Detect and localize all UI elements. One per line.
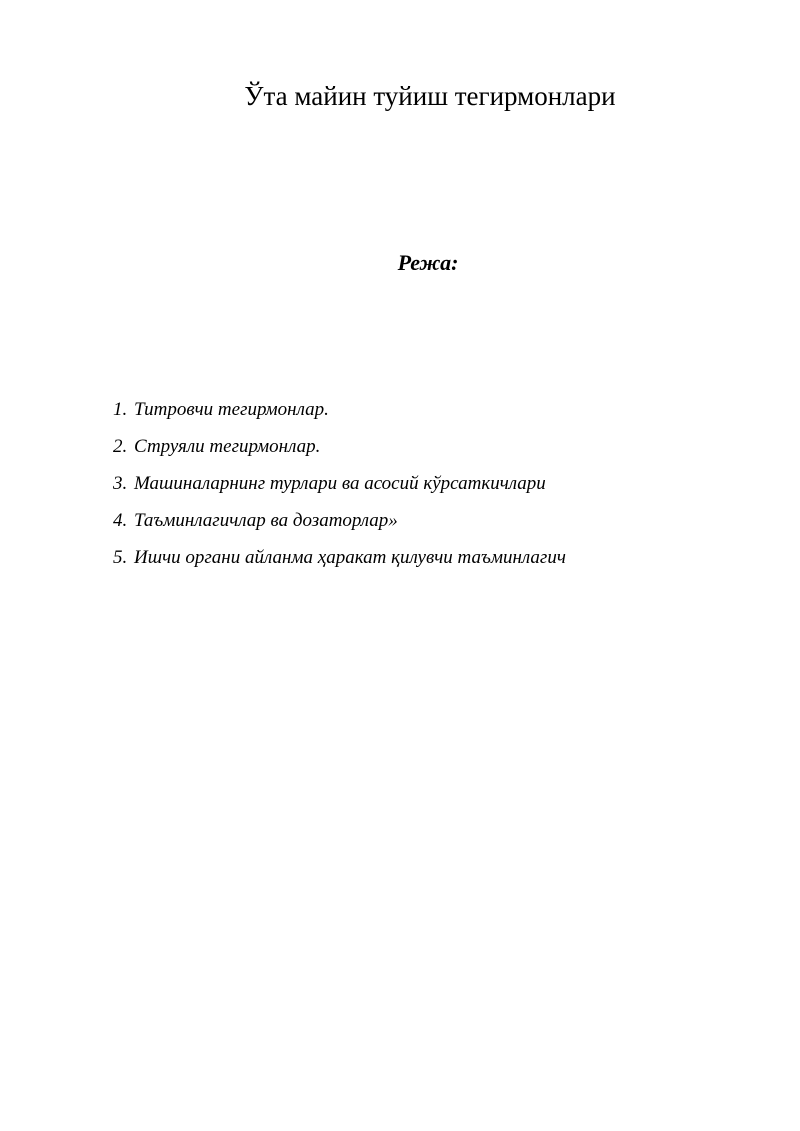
plan-item-text: Машиналарнинг турлари ва асосий кўрсаткичлари	[134, 473, 546, 494]
plan-item-text: Титровчи тегирмонлар.	[134, 399, 329, 420]
plan-heading: Режа:	[397, 250, 459, 275]
plan-item	[113, 507, 566, 544]
plan-item-number: 4.	[113, 510, 128, 531]
plan-item	[113, 396, 566, 433]
plan-item	[113, 470, 566, 507]
plan-item-number: 3.	[113, 473, 128, 494]
plan-item-number: 1.	[113, 399, 128, 420]
document-title: Ўта майин туйиш тегирмонлари	[244, 81, 616, 111]
plan-item-number: 2.	[113, 436, 128, 457]
plan-item-text: Струяли тегирмонлар.	[134, 436, 321, 457]
plan-item-number: 5.	[113, 547, 128, 568]
plan-item-text: Таъминлагичлар ва дозаторлар»	[134, 510, 398, 531]
plan-item-text: Ишчи органи айланма ҳаракат қилувчи таъминлагич	[134, 547, 566, 568]
plan-item	[113, 433, 566, 470]
plan-list	[113, 396, 566, 581]
plan-item	[113, 544, 566, 581]
